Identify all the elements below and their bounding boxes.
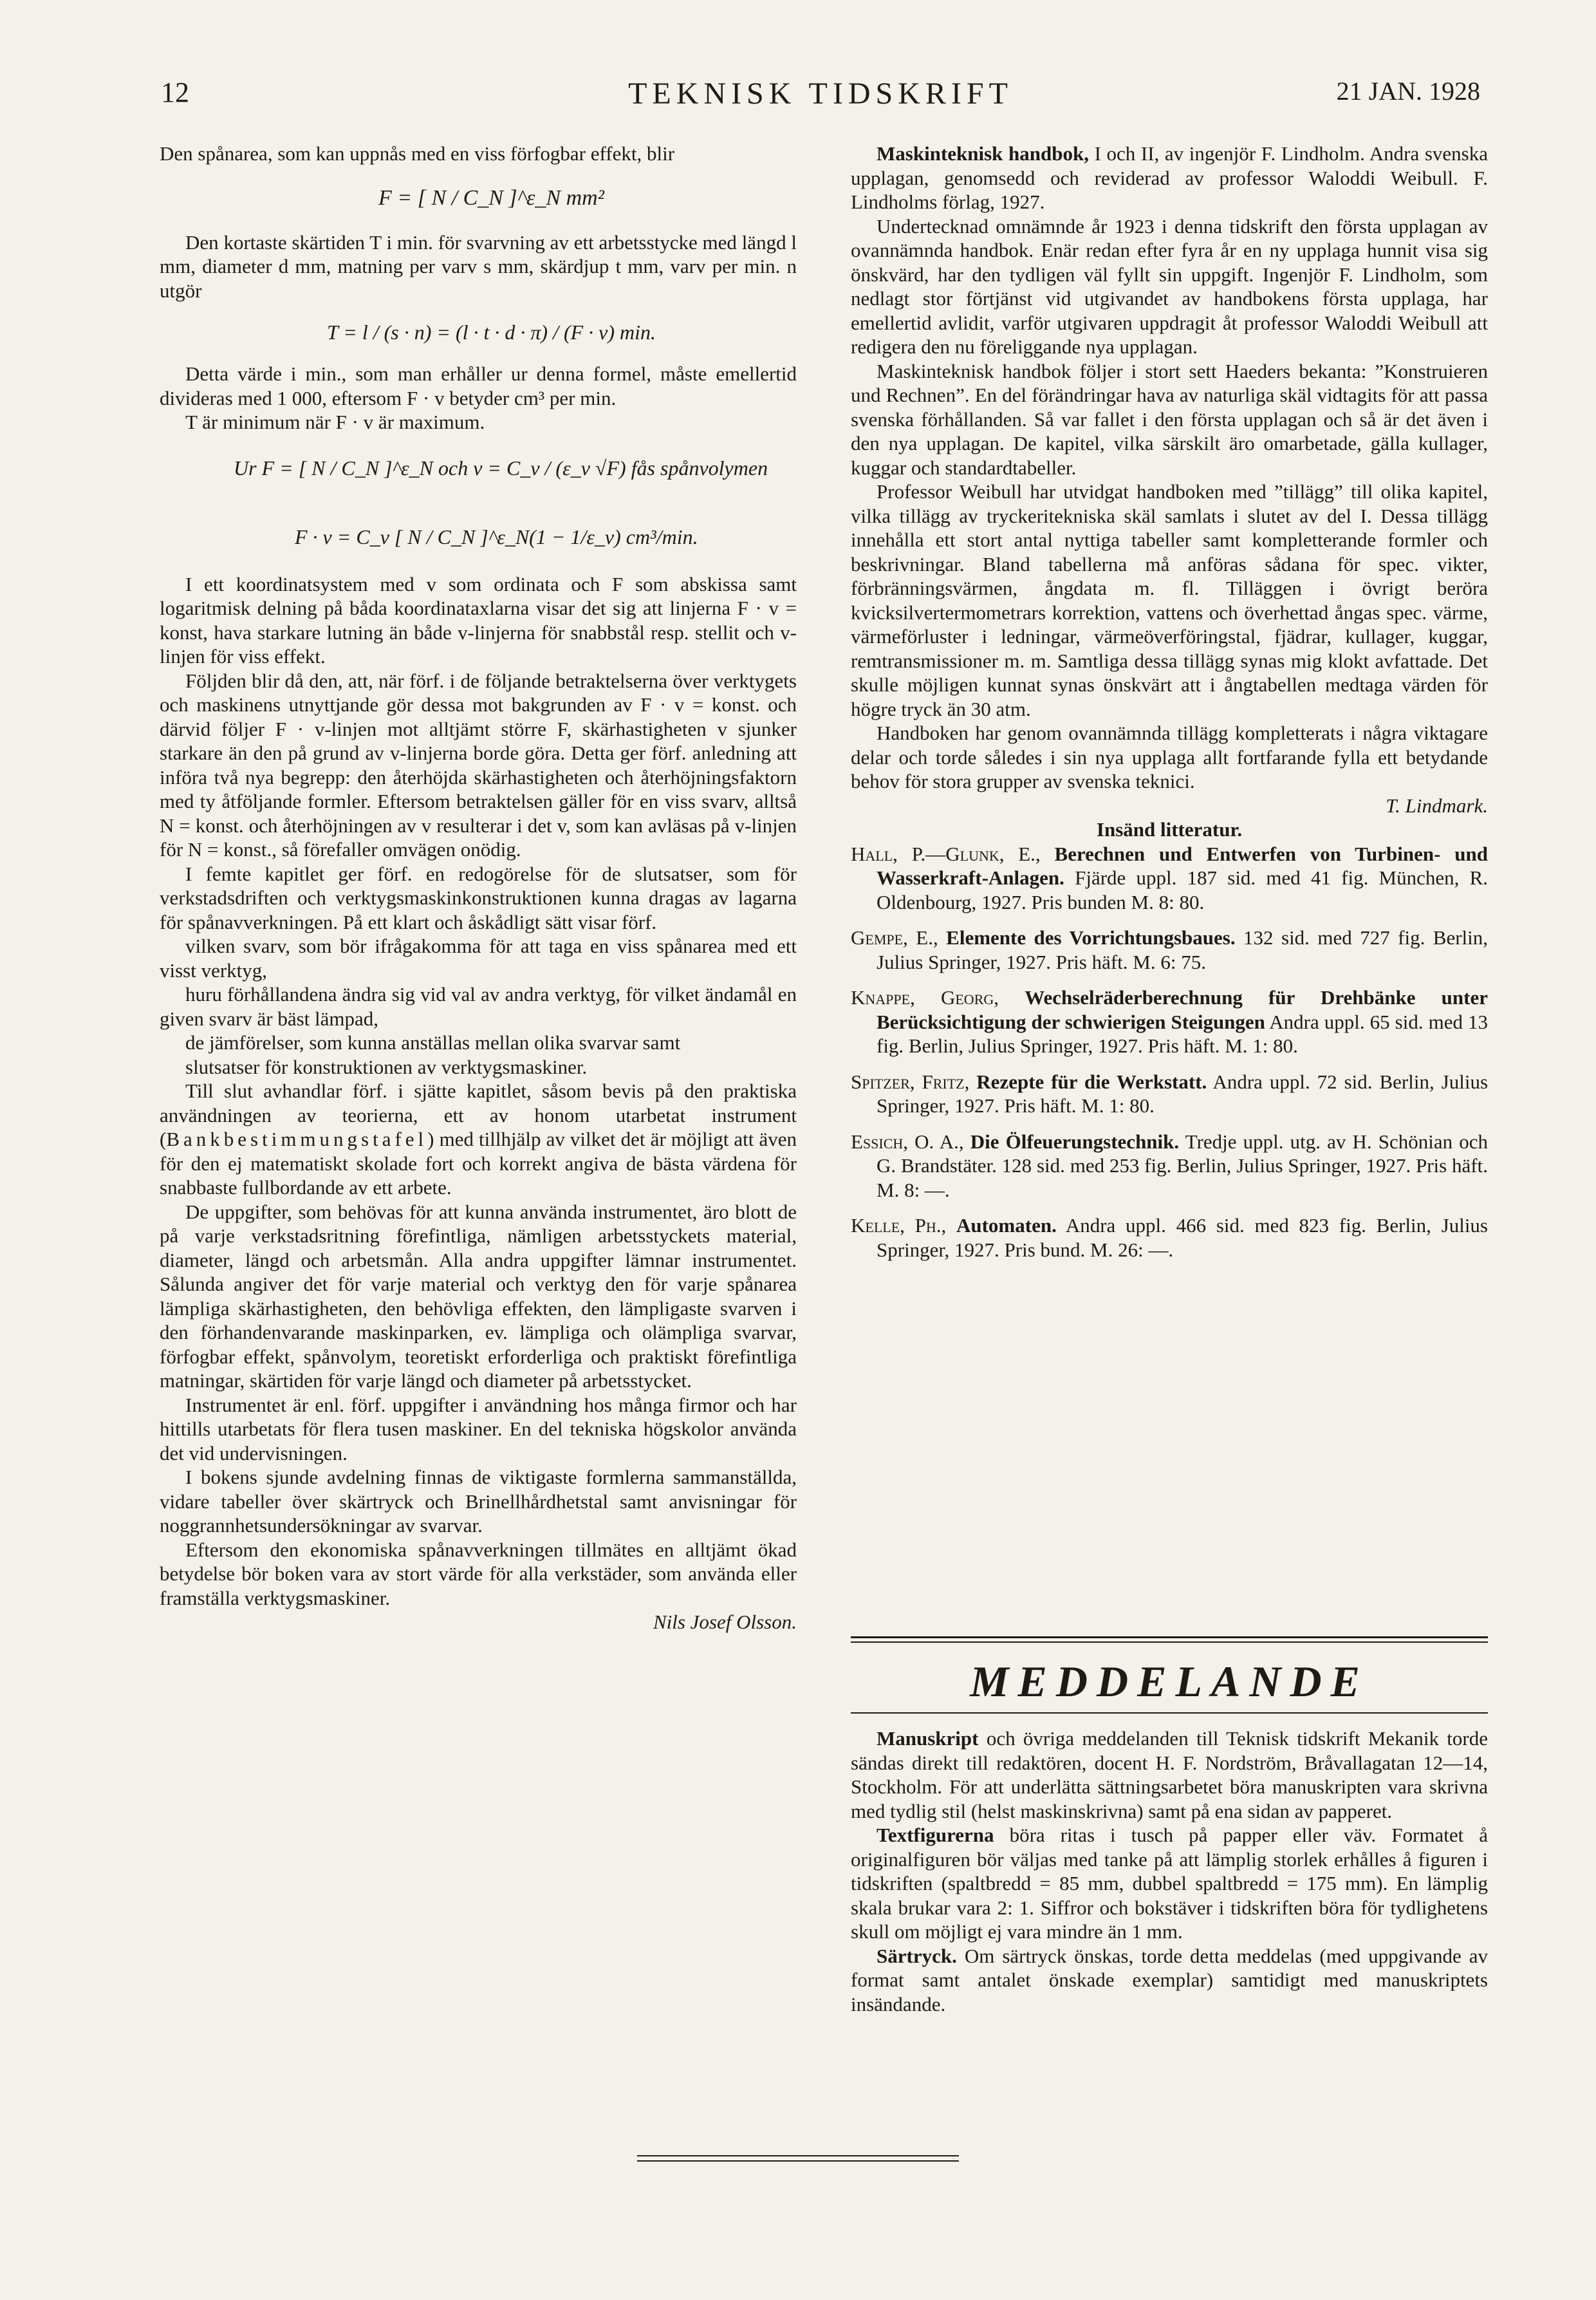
book-title: Wechselräderberechnung für Drehbänke unter Berücksichtigung der schwierigen Steigungen: [877, 986, 1489, 1033]
paragraph: Eftersom den ekonomiska spånavverkningen tillmätes en alltjämt ökad betydelse bör boken vara av stort värde för alla verkstäder, som använda eller framställa verktygsmaskiner.: [160, 1538, 797, 1609]
paragraph: I bokens sjunde avdelning finnas de viktigaste formlerna sammanställda, vidare tabeller över skärtryck och Brinellhårdhetstal samt anvisningar för noggrannhetsundersökningar av svarvar.: [160, 1466, 797, 1537]
author: Gempe, E.,: [851, 926, 938, 949]
section-title: Insänd litteratur.: [1096, 818, 1243, 841]
author: Essich, O. A.,: [851, 1130, 964, 1153]
bold-lead: Särtryck.: [877, 1944, 957, 1967]
formula-spanvolym-intro: Ur F = [ N / C_N ]^ε_N och v = C_v / (ε_v √F) fås spånvolymen: [234, 456, 768, 480]
paragraph: Instrumentet är enl. förf. uppgifter i användning hos många firmor och har hittills utarbetats för flera tusen maskiner. En del tekniska högskolor använda det vid undervisningen.: [160, 1393, 797, 1464]
review-intro: I och II, av ingenjör F. Lindholm. Andra svenska upplagan, genomsedd och reviderad av professor Waloddi Weibull. F. Lindholms förlag, 1927.: [851, 142, 1488, 213]
signature: T. Lindmark.: [1386, 794, 1488, 817]
bold-lead: Manuskript: [877, 1727, 979, 1750]
page-header: [161, 76, 1480, 127]
list-item: [851, 986, 1488, 1058]
paragraph: Undertecknad omnämnde år 1923 i denna tidskrift den första upplagan av ovannämnda handbok. Enär redan efter fyra år en ny upplaga hunnit visa sig önskvärd, har den tydligen väl fyllt sin uppgift. Ingenjör F. Lindholm, som nedlagt stor förtjänst vid utgivandet av handbokens första upplaga, har emellertid avlidit, varför utgivaren uppdragit åt professor Waloddi Weibull att redigera den nu föreliggande nya upplagan.: [851, 214, 1488, 358]
list-item: de jämförelser, som kunna anställas mellan olika svarvar samt: [185, 1031, 681, 1054]
journal-title: TEKNISK TIDSKRIFT: [628, 77, 1013, 111]
review-title: Maskinteknisk handbok,: [877, 142, 1089, 165]
text: Om särtryck önskas, torde detta meddelas (med uppgivande av format samt antalet önskade exemplar) samtidigt med manuskriptets insändande.: [851, 1944, 1488, 2015]
list-item: vilken svarv, som bör ifrågakomma för att taga en viss spånarea med ett visst verktyg,: [160, 935, 797, 982]
formula-spanarea: F = [ N / C_N ]^ε_N mm²: [378, 185, 604, 210]
paragraph: [851, 1726, 1488, 1823]
book-title: Automaten.: [956, 1214, 1057, 1237]
book-details: 132 sid. med 727 fig. Berlin, Julius Springer, 1927. Pris häft. M. 6: 75.: [877, 926, 1489, 973]
page-number: 12: [161, 77, 189, 108]
paragraph: Handboken har genom ovannämnda tillägg kompletterats i några viktagare delar och torde således i sin nya upplaga allt fortfarande fylla ett betydande behov för stora grupper av svenska teknici.: [851, 722, 1488, 792]
book-title: Berechnen und Entwerfen von Turbinen- und Wasserkraft-Anlagen.: [877, 842, 1488, 889]
text: och övriga meddelanden till Teknisk tidskrift Mekanik torde sändas direkt till redaktören, docent H. F. Nordström, Bråvallagatan 12—14, Stockholm. För att underlätta sättningsarbetet böra manuskripten vara skrivna med tydlig stil (helst maskinskrivna) samt på ena sidan av papperet.: [851, 1727, 1488, 1822]
bold-lead: Textfigurerna: [877, 1824, 994, 1846]
text: böra ritas i tusch på papper eller väv. Formatet å originalfiguren bör väljas med tanke på att lämplig storlek erhålles å figuren i tidskriften (spaltbredd = 85 mm, dubbel spaltbredd = 175 mm). En lämplig skala brukar vara 2: 1. Siffror och bokstäver i tidskriften böra för tydlighetens skull om möjligt ej vara mindre än 1 mm.: [851, 1824, 1488, 1943]
book-details: Andra uppl. 72 sid. Berlin, Julius Springer, 1927. Pris häft. M. 1: 80.: [877, 1070, 1489, 1117]
paragraph: I ett koordinatsystem med v som ordinata och F som abskissa samt logaritmisk delning på båda koordinataxlarna visar det sig att linjerna F · v = konst, hava starkare lutning än både v-linjerna för snabbstål resp. stellit och v-linjen för viss effekt.: [160, 572, 797, 668]
list-item: [851, 842, 1488, 915]
review-heading: [851, 142, 1488, 214]
end-rule: [637, 2160, 959, 2162]
book-title: Rezepte für die Werkstatt.: [976, 1070, 1207, 1093]
list-item: [851, 1070, 1488, 1118]
text: ) med tillhjälp av vilket det är möjligt att även för den ej matematiskt skolade fort och korrekt angiva de bästa värdena för snabbaste fullbordande av ett arbete.: [160, 1128, 797, 1199]
issue-date: 21 JAN. 1928: [1336, 77, 1480, 106]
right-column: [851, 142, 1488, 1273]
divider: [851, 1712, 1488, 1714]
author: Kelle, Ph.,: [851, 1214, 947, 1237]
paragraph: De uppgifter, som behövas för att kunna använda instrumentet, äro blott de på varje verkstadsritning förefintliga, nämligen arbetsstyckets material, diameter, längd och arbetsmån. Alla andra uppgifter lämnar instrumentet. Sålunda angiver det för varje material och verktyg den för varje spånarea lämpliga skärhastigheten, den behövliga effekten, den lämpligaste svarven i den förhandenvarande maskinparken, ev. lämpliga och olämpliga svarvar, förfogbar effekt, spånvolym, teoretiskt erforderliga och praktiskt förefintliga matningar, skärtiden för varje längd och diameter på arbetsstycket.: [160, 1200, 797, 1392]
paragraph: Professor Weibull har utvidgat handboken med ”tillägg” till olika kapitel, vilka tillägg av tryckeritekniska skäl samlats i slutet av del I. Dessa tillägg innehålla ett stort antal nyttiga tabeller samt kompletterande formler och beskrivningar. Bland tabellerna må anföras sådana för spec. vikter, förbränningsvärmen, ångdata m. fl. Tilläggen i övrigt beröra kvicksilvertermometrars korrektion, vattens och överhettad ångas spec. värme, värmeförluster i ledningar, värmeöverföringstal, fjädrar, kullager, kuggar, remtransmissioner m. m. Samtliga dessa tillägg synas mig klokt avfattade. Det skulle möjligen kunnat synas önskvärt att i ångtabellen medtaga värden för högre tryck än 30 atm.: [851, 480, 1488, 720]
author: Hall, P.—Glunk, E.,: [851, 842, 1041, 865]
list-item: [851, 1213, 1488, 1262]
book-title: Elemente des Vorrichtungsbaues.: [946, 926, 1236, 949]
meddelande-heading: MEDDELANDE: [970, 1657, 1369, 1706]
divider: [851, 1641, 1488, 1643]
author: Knappe, Georg,: [851, 986, 999, 1009]
meddelande-section: [851, 1726, 1488, 2016]
book-details: Tredje uppl. utg. av H. Schönian och G. Brandstäter. 128 sid. med 253 fig. Berlin, Julius Springer, 1927. Pris häft. M. 8: —.: [877, 1130, 1488, 1201]
end-rule: [637, 2155, 959, 2156]
author: Spitzer, Fritz,: [851, 1070, 970, 1093]
text: Till slut avhandlar förf. i sjätte kapitlet, såsom bevis på den praktiska användningen av teorierna, ett av honom utarbetat instrument (: [160, 1080, 797, 1150]
formula-spanvolym: F · v = C_v [ N / C_N ]^ε_N(1 − 1/ε_v) cm³/min.: [295, 525, 698, 548]
signature: Nils Josef Olsson.: [653, 1611, 797, 1633]
paragraph: [851, 1823, 1488, 1944]
book-details: Andra uppl. 65 sid. med 13 fig. Berlin, Julius Springer, 1927. Pris häft. M. 1: 80.: [877, 1010, 1488, 1057]
list-item: huru förhållandena ändra sig vid val av andra verktyg, för vilket ändamål en given svarv är bäst lämpad,: [160, 983, 797, 1030]
paragraph: [851, 1944, 1488, 2017]
formula-skartid: T = l / (s · n) = (l · t · d · π) / (F · v) min.: [327, 321, 656, 344]
left-column: [160, 142, 797, 1634]
paragraph: Den kortaste skärtiden T i min. för svarvning av ett arbetsstycke med längd l mm, diameter d mm, matning per varv s mm, skärdjup t mm, varv per min. n utgör: [160, 230, 797, 302]
paragraph: Detta värde i min., som man erhåller ur denna formel, måste emellertid divideras med 1 000, eftersom F · v betyder cm³ per min.: [160, 362, 797, 409]
paragraph: Maskinteknisk handbok följer i stort sett Haeders bekanta: ”Konstruieren und Rechnen”. En del förändringar hava av naturliga skäl vidtagits för att passa svenska förhållanden. Så var fallet i den första upplagan och så är det även i den nya upplagan. De kapitel, vilka särskilt äro omarbetade, gälla kullager, kuggar och standardtabeller.: [851, 359, 1488, 479]
paragraph: [160, 1079, 797, 1200]
book-details: Andra uppl. 466 sid. med 823 fig. Berlin, Julius Springer, 1927. Pris bund. M. 26: —.: [877, 1214, 1488, 1261]
paragraph: Den spånarea, som kan uppnås med en viss förfogbar effekt, blir: [160, 142, 675, 165]
divider: [851, 1636, 1488, 1638]
book-details: Fjärde uppl. 187 sid. med 41 fig. München, R. Oldenbourg, 1927. Pris bunden M. 8: 80.: [877, 866, 1488, 913]
list-item: [851, 1130, 1488, 1202]
list-item: slutsatser för konstruktionen av verktygsmaskiner.: [185, 1055, 588, 1078]
spaced-text: Bankbestimmungstafel: [166, 1128, 428, 1150]
paragraph: T är minimum när F · v är maximum.: [185, 411, 485, 433]
list-item: [851, 926, 1488, 974]
book-title: Die Ölfeuerungstechnik.: [970, 1130, 1180, 1153]
paragraph: I femte kapitlet ger förf. en redogörelse för de slutsatser, som för verkstadsdriften och verktygsmaskinkonstruktionen kunna dragas av lagarna för spånavverkningen. På ett klart och åskådligt sätt visar förf.: [160, 862, 797, 933]
paragraph: Följden blir då den, att, när förf. i de följande betraktelserna över verktygets och maskinens utnyttjande gör dessa mot bakgrunden av F · v = konst. och därvid följer F · v-linjen mot alltjämt större F, skärhastigheten v sjunker starkare än den på grund av v-linjerna borde göra. Detta ger förf. anledning att införa två nya begrepp: den återhöjda skärhastigheten och återhöjningsfaktorn med ty åtföljande formler. Eftersom betraktelsen gäller för en viss svarv, alltså N = konst. och återhöjningen av v resulterar i det v, som kan avläsas på v-linjen för N = konst., så förefaller omvägen onödig.: [160, 669, 797, 861]
